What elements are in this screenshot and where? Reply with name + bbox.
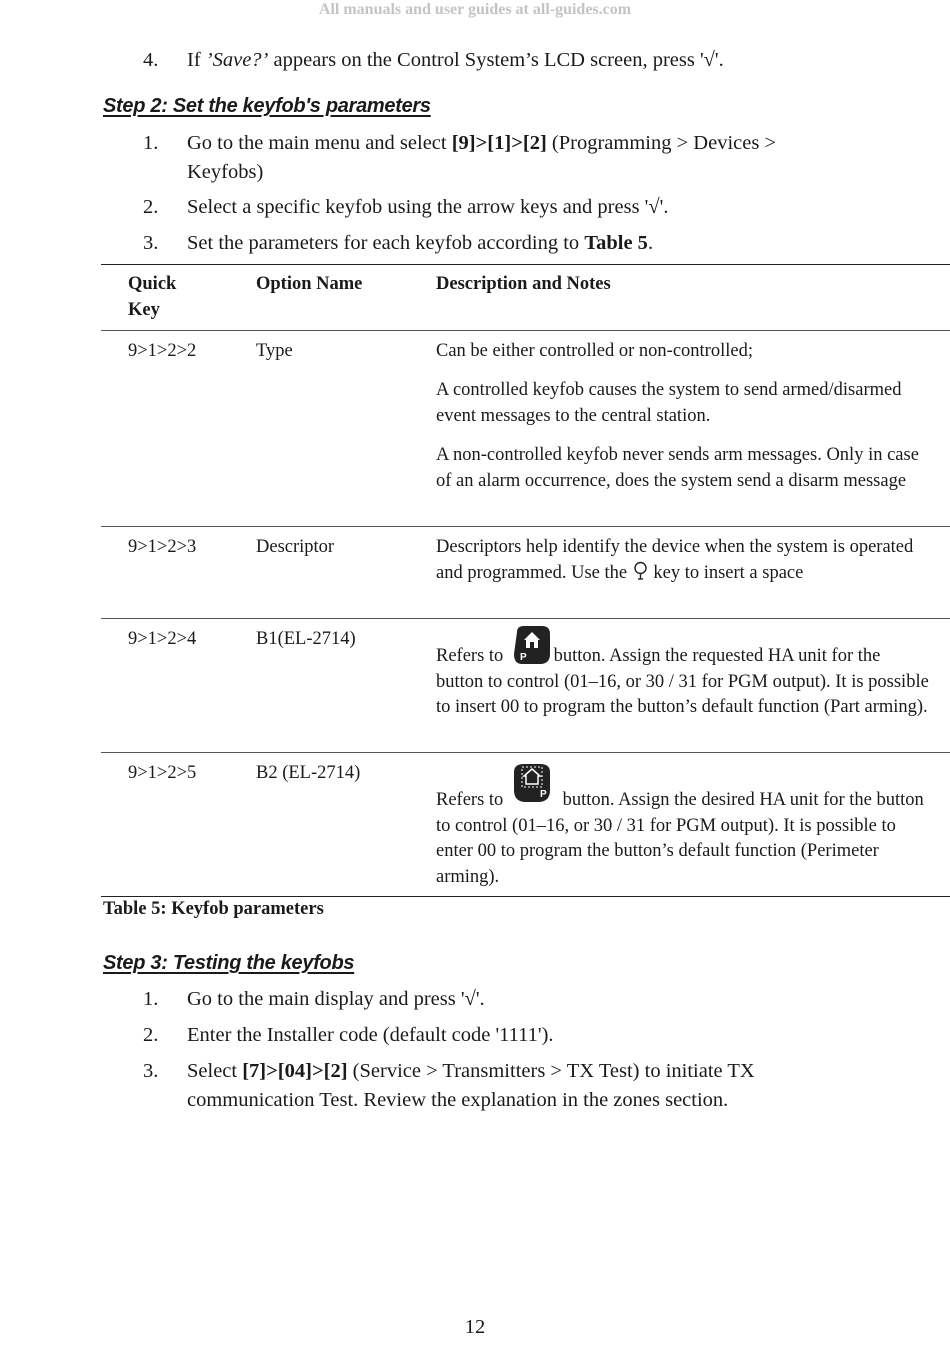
watermark: All manuals and user guides at all-guides.com [318,1,632,18]
text: button. Assign the desired HA unit for the button to control (01–16, or 30 / 31 for PGM output). It is possible to enter 00 to program the button’s default function (Perimeter arming). [436,790,924,887]
text: key to insert a space [648,562,804,583]
header-line: Quick [128,274,177,294]
list-item-text [187,1057,907,1115]
cell-description: A controlled keyfob causes the system to send armed/disarmed event messages to the central station. [436,380,902,426]
text: . [647,232,654,254]
list-number: 3. [143,1060,159,1082]
text: communication Test. Review the explanation in the zones section. [187,1089,729,1111]
check-key: √ [648,196,660,218]
list-item-text [187,46,927,75]
cell-option-name: B1(EL-2714) [256,629,356,649]
bold-text: Table 5 [584,232,648,254]
text: Select [187,1060,243,1082]
text: Select a specific keyfob using the arrow keys and press ' [187,196,649,218]
text: '. [475,988,485,1010]
page-number: 12 [464,1316,486,1338]
column-header-option-name: Option Name [256,274,363,294]
cell-description [436,644,931,721]
list-number: 2. [143,196,159,218]
text: If [187,49,206,71]
text: Go to the main menu and select [187,132,452,154]
italic-text: ’Save?’ [205,49,269,71]
section-heading-step2: Step 2: Set the keyfob's parameters [103,95,431,117]
table-bottom-rule [101,896,950,897]
text: (Service > Transmitters > TX Test) to initiate TX [347,1060,755,1082]
text: appears on the Control System’s LCD screen, press ' [268,49,704,71]
lightbulb-icon [632,561,649,581]
text: Go to the main display and press ' [187,988,465,1010]
cell-option-name: B2 (EL-2714) [256,763,361,783]
list-number: 3. [143,232,159,254]
text: button. Assign the requested HA unit for the button to control (01–16, or 30 / 31 for PGM output). It is possible to insert 00 to program the button’s default function (Part arming). [436,646,929,717]
table-row-rule [101,618,950,619]
list-item-text [187,985,907,1014]
list-number: 2. [143,1024,159,1046]
cell-option-name: Type [256,341,293,361]
table-row-rule [101,526,950,527]
check-key: √ [703,49,715,71]
text: Refers to [436,646,508,666]
list-item-text: Enter the Installer code (default code '1111'). [187,1024,554,1046]
cell-description: A non-controlled keyfob never sends arm messages. Only in case of an alarm occurrence, does the system send a disarm message [436,445,919,491]
list-item-text [187,193,907,222]
table-top-rule [101,264,950,265]
icon-letter: P [520,652,527,663]
cell-description [436,535,931,586]
table-header-rule [101,330,950,331]
check-key: √ [464,988,476,1010]
bold-text: [7]>[04]>[2] [242,1060,348,1082]
bold-text: [9]>[1]>[2] [451,132,547,154]
header-line: Key [128,299,160,320]
text: '. [714,49,724,71]
list-number: 1. [143,132,159,154]
table-caption: Table 5: Keyfob parameters [103,899,324,919]
text: (Programming > Devices > [546,132,777,154]
list-number: 4. [143,49,159,71]
text: Keyfobs) [187,161,264,183]
cell-quick-key: 9>1>2>5 [128,763,197,783]
icon-letter: P [540,789,547,800]
column-header-quick-key [128,272,176,323]
cell-description [436,788,931,890]
text: Set the parameters for each keyfob according to [187,232,585,254]
cell-quick-key: 9>1>2>2 [128,341,197,361]
cell-option-name: Descriptor [256,537,335,557]
cell-quick-key: 9>1>2>3 [128,537,197,557]
column-header-description: Description and Notes [436,274,611,294]
list-item-text [187,229,907,258]
list-number: 1. [143,988,159,1010]
text: Descriptors help identify the device when the system is operated and programmed. Use the [436,537,914,583]
text: '. [659,196,669,218]
list-item-text [187,129,907,187]
cell-description: Can be either controlled or non-controlled; [436,341,753,361]
text: Refers to [436,790,508,810]
section-heading-step3: Step 3: Testing the keyfobs [103,952,355,974]
table-row-rule [101,752,950,753]
cell-quick-key: 9>1>2>4 [128,629,197,649]
